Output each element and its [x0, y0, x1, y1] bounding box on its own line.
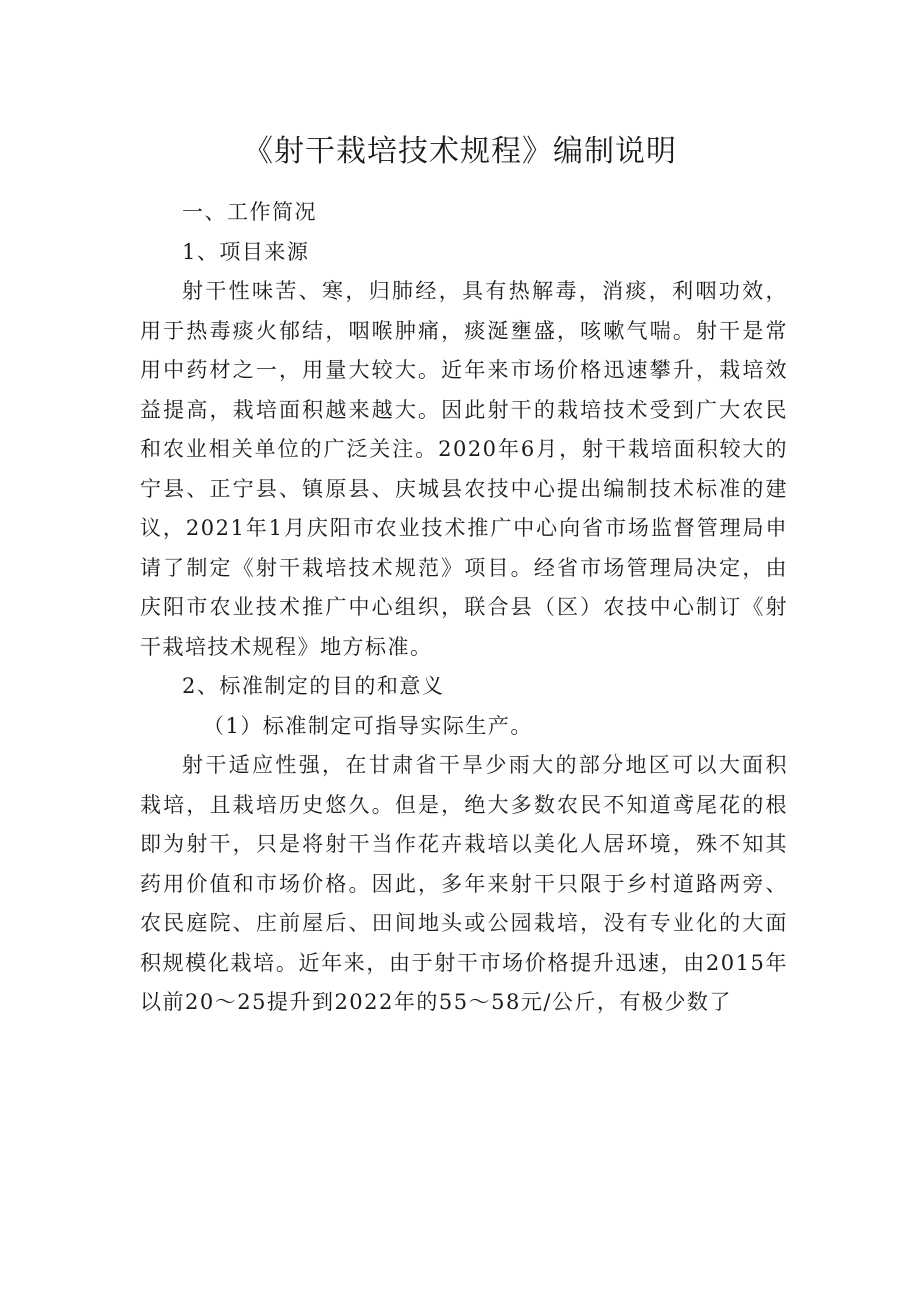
paragraph-project-source: 射干性味苦、寒，归肺经，具有热解毒，消痰，利咽功效，用于热毒痰火郁结，咽喉肿痛，痰涎壅盛，咳嗽气喘。射干是常用中药材之一，用量大较大。近年来市场价格迅速攀升，栽培效益提高，栽培面积越来越大。因此射干的栽培技术受到广大农民和农业相关单位的广泛关注。2020年6月，射干栽培面积较大的宁县、正宁县、镇原县、庆城县农技中心提出编制技术标准的建议，2021年1月庆阳市农业技术推广中心向省市场监督管理局申请了制定《射干栽培技术规范》项目。经省市场管理局决定，由庆阳市农业技术推广中心组织，联合县（区）农技中心制订《射干栽培技术规程》地方标准。: [140, 279, 788, 659]
paragraph-guide-production: 射干适应性强，在甘肃省干旱少雨大的部分地区可以大面积栽培，且栽培历史悠久。但是，绝大多数农民不知道鸢尾花的根即为射干，只是将射干当作花卉栽培以美化人居环境，殊不知其药用价值和市场价格。因此，多年来射干只限于乡村道路两旁、农民庭院、庄前屋后、田间地头或公园栽培，没有专业化的大面积规模化栽培。近年来，由于射干市场价格提升迅速，由2015年以前20～25提升到2022年的55～58元/公斤，有极少数了: [140, 753, 788, 1014]
section-heading-work-overview: 一、工作简况: [182, 200, 317, 224]
subsubsection-heading-guide-production: （1）标准制定可指导实际生产。: [203, 713, 533, 738]
subsection-heading-project-source: 1、项目来源: [182, 239, 310, 264]
subsection-heading-purpose-significance: 2、标准制定的目的和意义: [182, 674, 445, 698]
document-body: [140, 193, 788, 1023]
document-title: 《射干栽培技术规程》编制说明: [243, 134, 677, 169]
